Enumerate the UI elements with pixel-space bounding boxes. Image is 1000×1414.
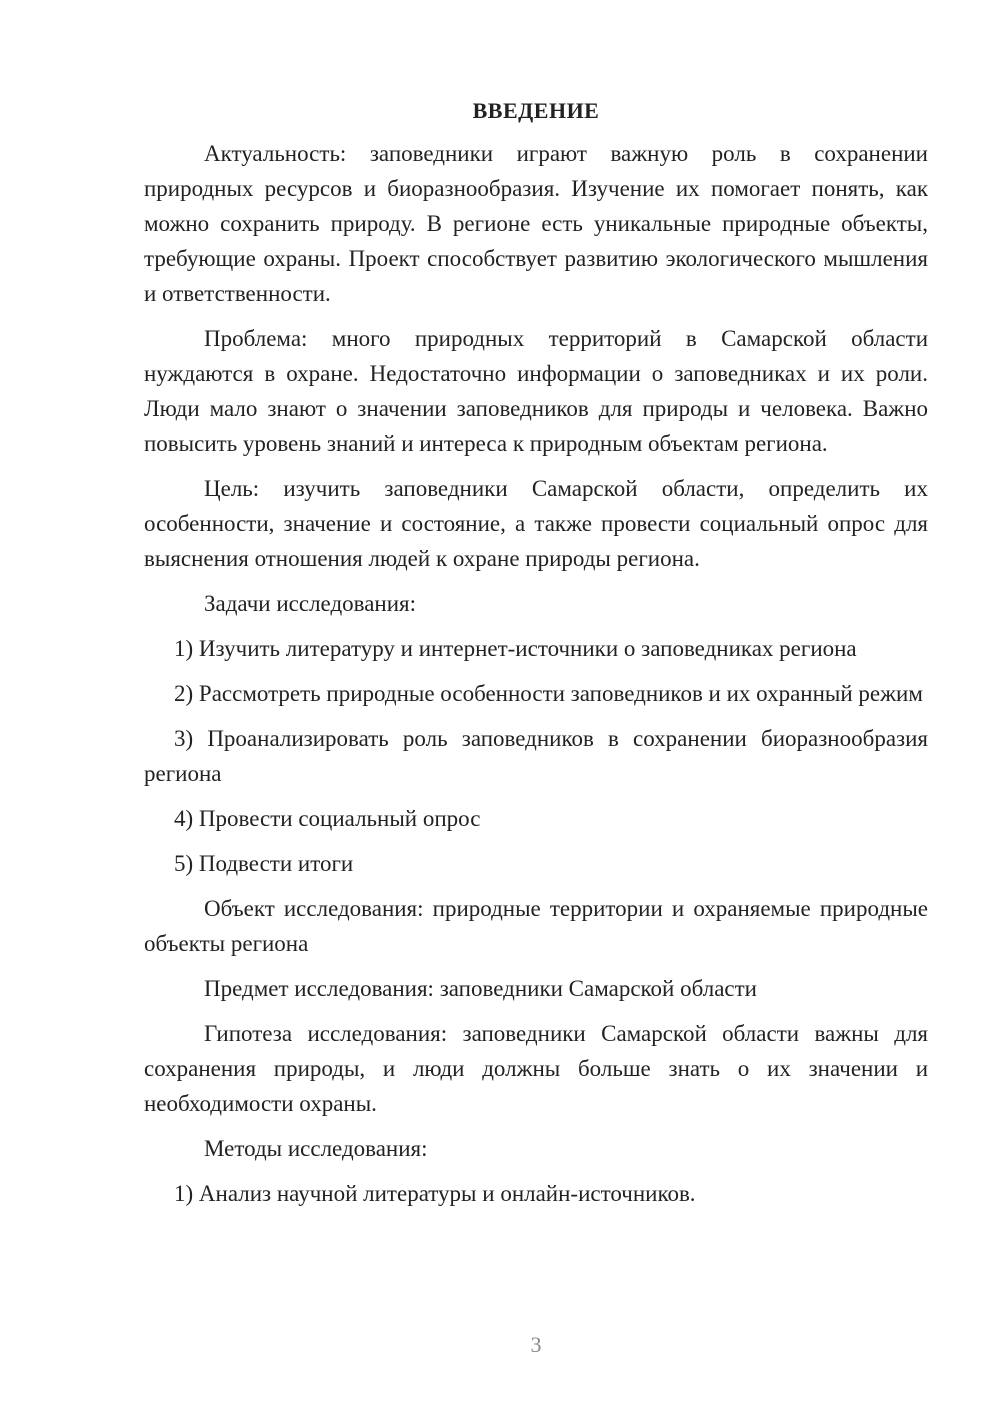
- paragraph-relevance: Актуальность: заповедники играют важную роль в сохранении природных ресурсов и биоразнообразия. Изучение их помогает понять, как можно сохранить природу. В регионе есть уникальные природные объекты, требующие охраны. Проект способствует развитию экологического мышления и ответственности.: [144, 141, 928, 306]
- page-number: 3: [530, 1332, 542, 1357]
- task-item-2: 2) Рассмотреть природные особенности заповедников и их охранный режим: [174, 681, 923, 706]
- paragraph-goal: Цель: изучить заповедники Самарской области, определить их особенности, значение и состояние, а также провести социальный опрос для выяснения отношения людей к охране природы региона.: [144, 476, 928, 571]
- paragraph-problem: Проблема: много природных территорий в Самарской области нуждаются в охране. Недостаточно информации о заповедниках и их роли. Люди мало знают о значении заповедников для природы и человека. Важно повысить уровень знаний и интереса к природным объектам региона.: [144, 326, 928, 456]
- tasks-heading: Задачи исследования:: [204, 591, 417, 616]
- task-item-5: 5) Подвести итоги: [174, 851, 354, 876]
- task-item-4: 4) Провести социальный опрос: [174, 806, 481, 831]
- task-item-3: 3) Проанализировать роль заповедников в сохранении биоразнообразия региона: [144, 726, 928, 786]
- paragraph-subject: Предмет исследования: заповедники Самарской области: [204, 976, 757, 1001]
- section-title: ВВЕДЕНИЕ: [472, 98, 600, 123]
- method-item-1: 1) Анализ научной литературы и онлайн-источников.: [174, 1181, 696, 1206]
- paragraph-object: Объект исследования: природные территории и охраняемые природные объекты региона: [144, 896, 928, 956]
- paragraph-hypothesis: Гипотеза исследования: заповедники Самарской области важны для сохранения природы, и люди должны больше знать о их значении и необходимости охраны.: [144, 1021, 928, 1116]
- task-item-1: 1) Изучить литературу и интернет-источники о заповедниках региона: [174, 636, 857, 661]
- page-content: [144, 96, 928, 1221]
- methods-heading: Методы исследования:: [204, 1136, 428, 1161]
